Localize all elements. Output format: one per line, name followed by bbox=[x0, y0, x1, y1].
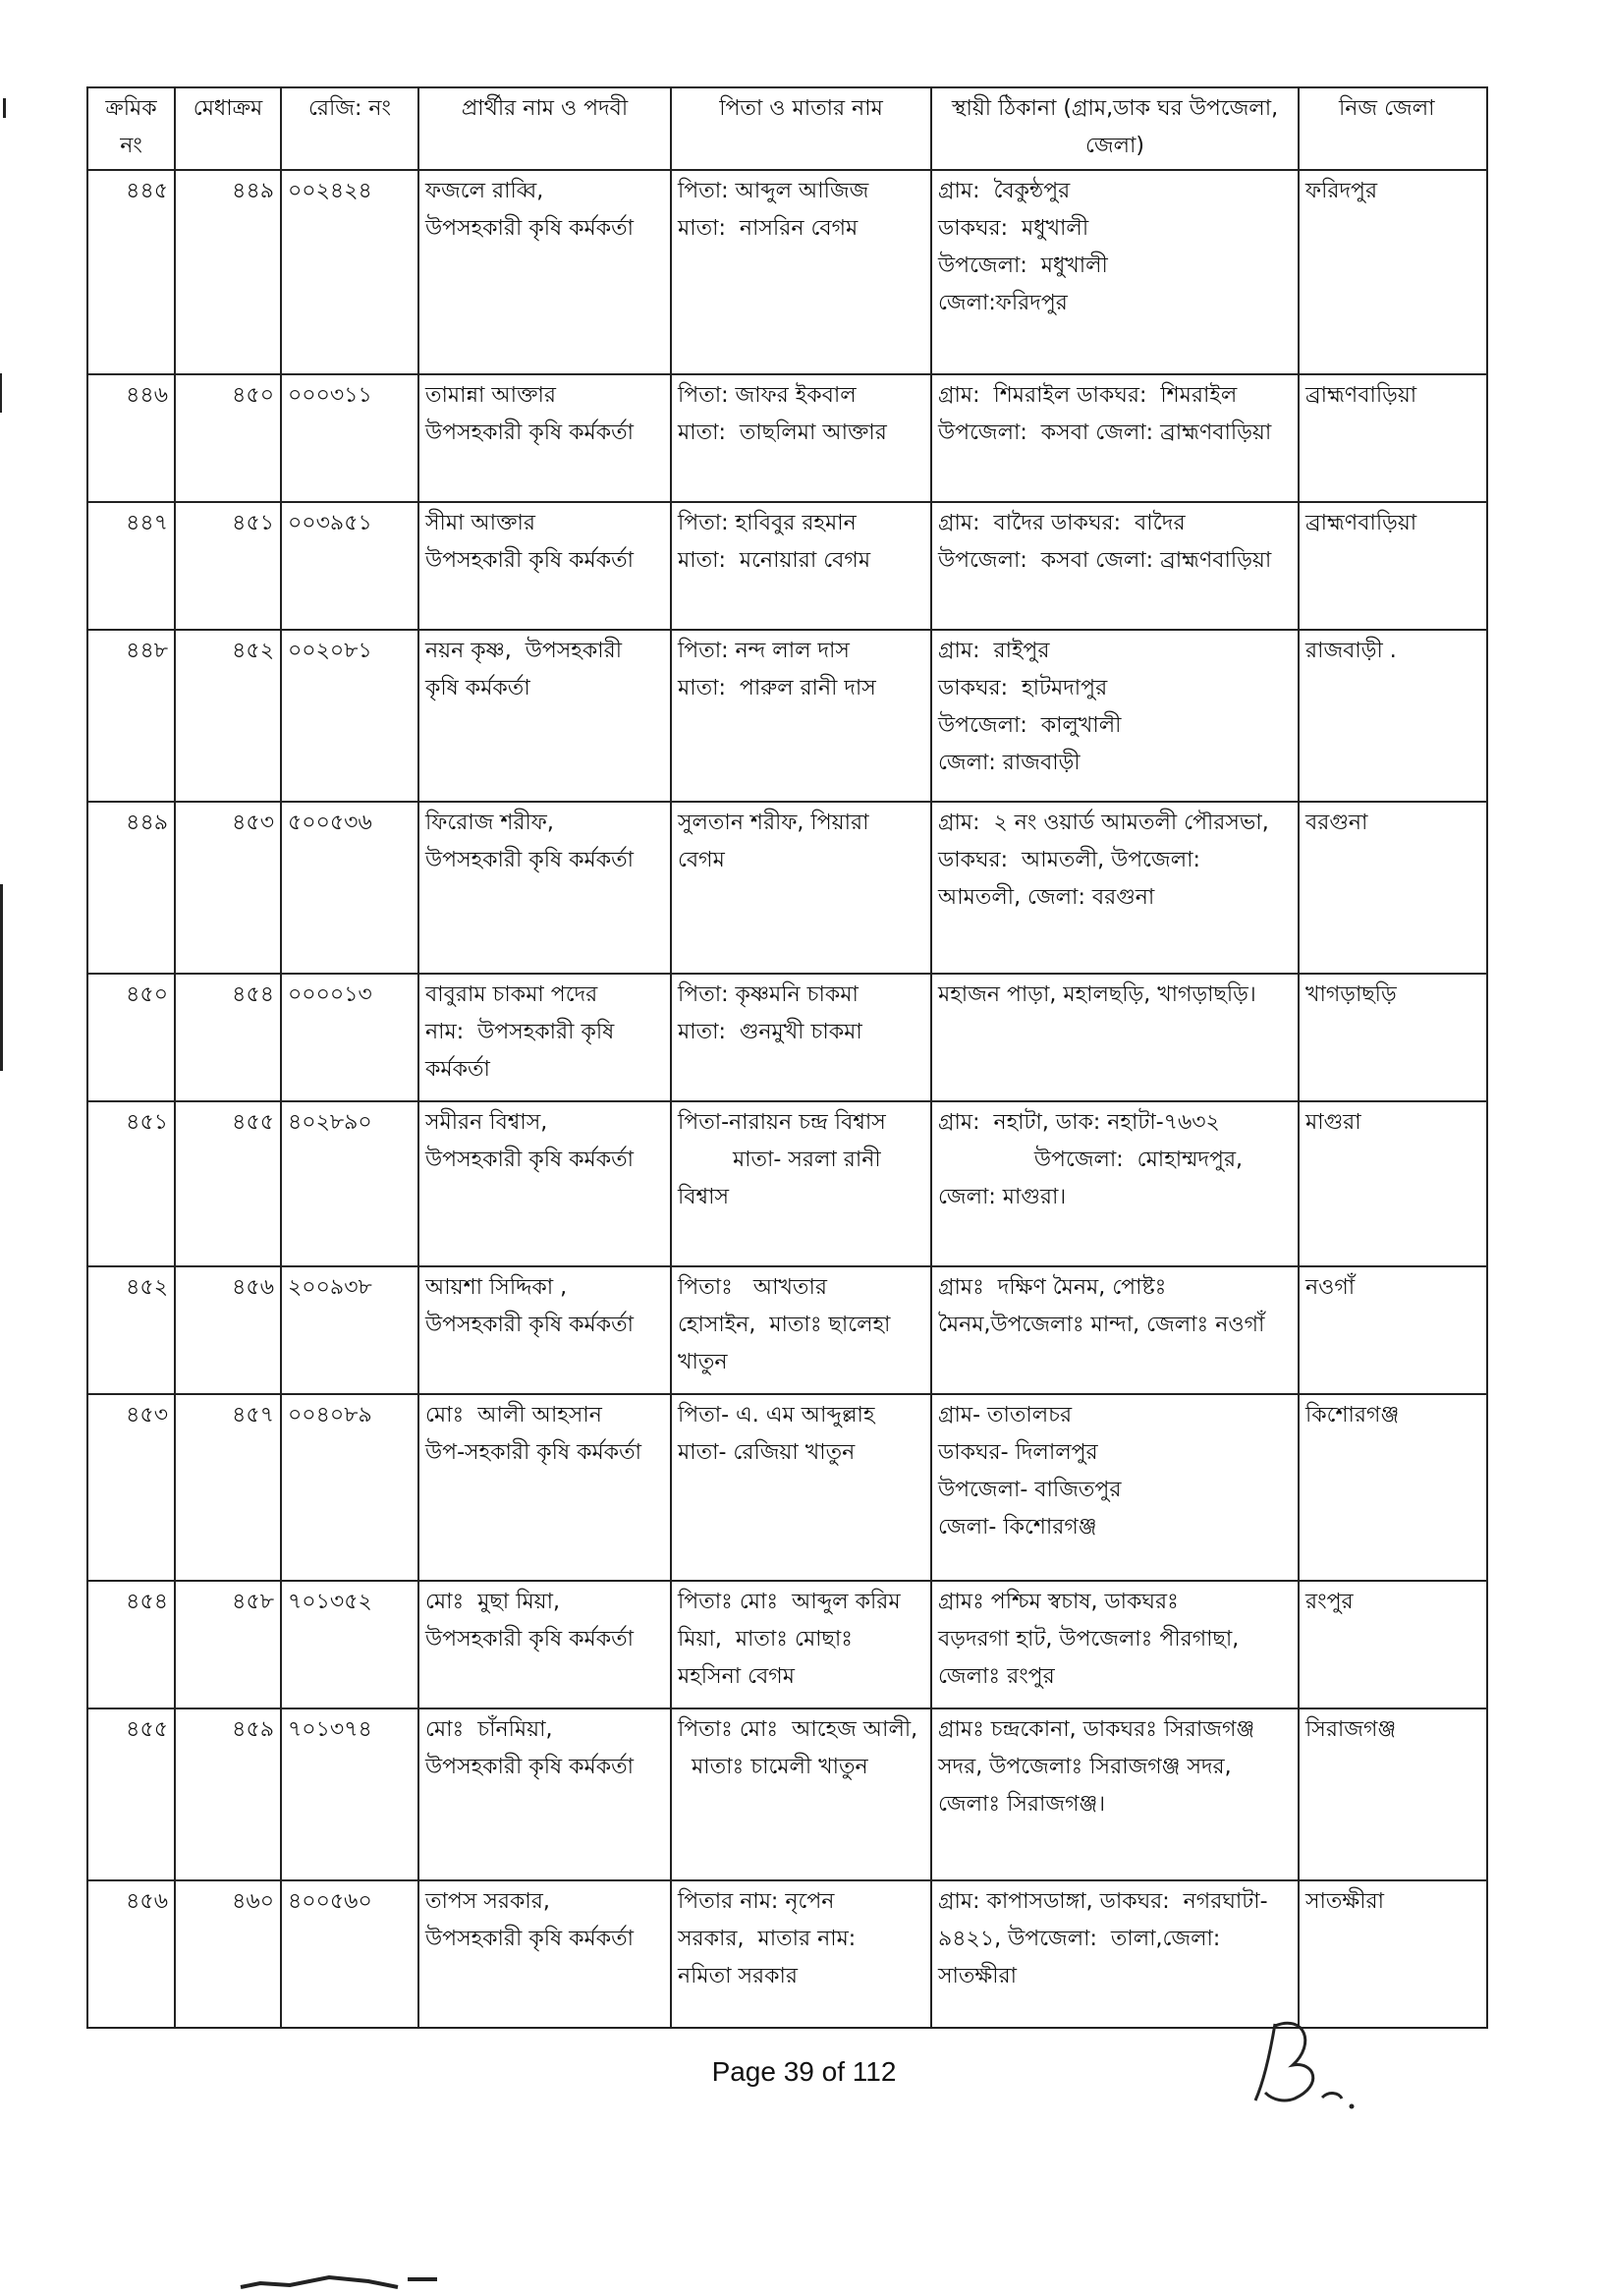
cell-merit: ৪৫৭ bbox=[175, 1394, 281, 1581]
cell-parents bbox=[671, 1880, 931, 2028]
cell-address-line: মৈনম,উপজেলাঃ মান্দা, জেলাঃ নওগাঁ bbox=[938, 1313, 1265, 1337]
cell-address-line: গ্রাম: বাদৈর ডাকঘর: বাদৈর bbox=[938, 511, 1186, 535]
cell-reg: ৭০১৩৭৪ bbox=[281, 1708, 418, 1880]
table-row bbox=[87, 170, 1487, 374]
margin-mark bbox=[3, 98, 6, 118]
cell-merit: ৪৫৮ bbox=[175, 1581, 281, 1708]
cell-district: ব্রাহ্মণবাড়িয়া bbox=[1299, 502, 1487, 630]
cell-name-line: মোঃ চাঁনমিয়া, bbox=[425, 1717, 553, 1742]
cell-address-line: উপজেলা: মোহাম্মদপুর, bbox=[938, 1148, 1244, 1172]
cell-name bbox=[418, 1581, 671, 1708]
cell-name bbox=[418, 1880, 671, 2028]
cell-reg: ৭০১৩৫২ bbox=[281, 1581, 418, 1708]
cell-address-line: ডাকঘর: হাটমদাপুর bbox=[938, 676, 1108, 700]
cell-address-line: জেলাঃ রংপুর bbox=[938, 1664, 1055, 1689]
cell-parents bbox=[671, 630, 931, 802]
cell-parents-line: পিতা: হাবিবুর রহমান bbox=[678, 511, 857, 535]
cell-address bbox=[931, 170, 1299, 374]
cell-parents-line: পিতা: আব্দুল আজিজ bbox=[678, 179, 869, 203]
cell-name-line: উপ-সহকারী কৃষি কর্মকর্তা bbox=[425, 1440, 641, 1465]
cell-address-line: গ্রাম: শিমরাইল ডাকঘর: শিমরাইল bbox=[938, 383, 1238, 408]
cell-address bbox=[931, 374, 1299, 502]
cell-address bbox=[931, 1101, 1299, 1266]
cell-reg: ৪০০৫৬০ bbox=[281, 1880, 418, 2028]
cell-name bbox=[418, 1101, 671, 1266]
header-address: স্থায়ী ঠিকানা (গ্রাম,ডাক ঘর উপজেলা, জেলা) bbox=[931, 87, 1299, 170]
cell-reg: ০০২০৮১ bbox=[281, 630, 418, 802]
cell-address-line: ডাকঘর: মধুখালী bbox=[938, 216, 1089, 241]
cell-address-line: জেলা: রাজবাড়ী bbox=[938, 751, 1081, 775]
cell-parents bbox=[671, 802, 931, 974]
cell-parents bbox=[671, 974, 931, 1101]
cell-parents bbox=[671, 1394, 931, 1581]
cell-parents-line: বিশ্বাস bbox=[678, 1185, 730, 1209]
cell-name-line: কর্মকর্তা bbox=[425, 1057, 490, 1082]
cell-address-line: উপজেলা: কালুখালী bbox=[938, 713, 1122, 738]
cell-reg: ০০০৩১১ bbox=[281, 374, 418, 502]
cell-parents-line: মাতা: নাসরিন বেগম bbox=[678, 216, 859, 241]
cell-reg: ০০৩৯৫১ bbox=[281, 502, 418, 630]
cell-parents bbox=[671, 1266, 931, 1394]
cell-address-line: ৯৪২১, উপজেলা: তালা,জেলা: bbox=[938, 1927, 1221, 1951]
cell-parents-line: মাতা- সরলা রানী bbox=[678, 1148, 881, 1172]
header-reg: রেজি: নং bbox=[281, 87, 418, 170]
cell-name bbox=[418, 974, 671, 1101]
table-body bbox=[87, 170, 1487, 2028]
cell-parents-line: নমিতা সরকার bbox=[678, 1964, 799, 1988]
header-name: প্রার্থীর নাম ও পদবী bbox=[418, 87, 671, 170]
cell-parents-line: সরকার, মাতার নাম: bbox=[678, 1927, 857, 1951]
table-row bbox=[87, 974, 1487, 1101]
cell-address bbox=[931, 1708, 1299, 1880]
table-row bbox=[87, 1581, 1487, 1708]
cell-parents-line: পিতা: নন্দ লাল দাস bbox=[678, 639, 850, 663]
cell-district: সাতক্ষীরা bbox=[1299, 1880, 1487, 2028]
cell-address-line: গ্রাম: বৈকুন্ঠপুর bbox=[938, 179, 1071, 203]
cell-serial: ৪৫১ bbox=[87, 1101, 175, 1266]
cell-address bbox=[931, 630, 1299, 802]
header-merit: মেধাক্রম bbox=[175, 87, 281, 170]
cell-district: সিরাজগঞ্জ bbox=[1299, 1708, 1487, 1880]
cell-name-line: উপসহকারী কৃষি কর্মকর্তা bbox=[425, 1148, 635, 1172]
cell-reg: ০০০০১৩ bbox=[281, 974, 418, 1101]
cell-name bbox=[418, 1266, 671, 1394]
table-row bbox=[87, 1708, 1487, 1880]
cell-address-line: বড়দরগা হাট, উপজেলাঃ পীরগাছা, bbox=[938, 1627, 1240, 1652]
cell-parents bbox=[671, 1101, 931, 1266]
cell-address-line: আমতলী, জেলা: বরগুনা bbox=[938, 885, 1155, 910]
cell-address-line: গ্রাম: নহাটা, ডাক: নহাটা-৭৬৩২ bbox=[938, 1110, 1220, 1135]
cell-name bbox=[418, 1708, 671, 1880]
cell-parents bbox=[671, 374, 931, 502]
cell-address bbox=[931, 1581, 1299, 1708]
cell-address-line: গ্রামঃ পশ্চিম স্বচাষ, ডাকঘরঃ bbox=[938, 1590, 1179, 1614]
cell-name bbox=[418, 170, 671, 374]
cell-parents-line: হোসাইন, মাতাঃ ছালেহা bbox=[678, 1313, 891, 1337]
cell-district: কিশোরগঞ্জ bbox=[1299, 1394, 1487, 1581]
cell-merit: ৪৫৩ bbox=[175, 802, 281, 974]
cell-address-line: গ্রাম: ২ নং ওয়ার্ড আমতলী পৌরসভা, bbox=[938, 811, 1269, 835]
cell-address bbox=[931, 1880, 1299, 2028]
cell-name-line: সমীরন বিশ্বাস, bbox=[425, 1110, 548, 1135]
cell-serial: ৪৪৫ bbox=[87, 170, 175, 374]
cell-name-line: উপসহকারী কৃষি কর্মকর্তা bbox=[425, 1927, 635, 1951]
cell-merit: ৪৫০ bbox=[175, 374, 281, 502]
cell-name-line: উপসহকারী কৃষি কর্মকর্তা bbox=[425, 1313, 635, 1337]
cell-name-line: উপসহকারী কৃষি কর্মকর্তা bbox=[425, 216, 635, 241]
cell-district: রাজবাড়ী . bbox=[1299, 630, 1487, 802]
cell-district: বরগুনা bbox=[1299, 802, 1487, 974]
cell-name bbox=[418, 374, 671, 502]
cell-serial: ৪৫৪ bbox=[87, 1581, 175, 1708]
cell-merit: ৪৫৯ bbox=[175, 1708, 281, 1880]
cell-address bbox=[931, 1394, 1299, 1581]
cell-serial: ৪৪৮ bbox=[87, 630, 175, 802]
table-row bbox=[87, 630, 1487, 802]
cell-name-line: মোঃ মুছা মিয়া, bbox=[425, 1590, 560, 1614]
cell-address bbox=[931, 1266, 1299, 1394]
cell-parents-line: খাতুন bbox=[678, 1350, 728, 1374]
table-row bbox=[87, 374, 1487, 502]
cell-merit: ৪৫৫ bbox=[175, 1101, 281, 1266]
cell-parents-line: মাতাঃ চামেলী খাতুন bbox=[678, 1755, 868, 1779]
cell-parents bbox=[671, 1708, 931, 1880]
cell-address bbox=[931, 802, 1299, 974]
cell-parents-line: পিতাঃ মোঃ আব্দুল করিম bbox=[678, 1590, 901, 1614]
table-row bbox=[87, 802, 1487, 974]
cell-parents-line: পিতা: কৃষ্ণমনি চাকমা bbox=[678, 982, 859, 1007]
cell-parents-line: বেগম bbox=[678, 848, 725, 872]
cell-name-line: উপসহকারী কৃষি কর্মকর্তা bbox=[425, 1627, 635, 1652]
cell-name-line: উপসহকারী কৃষি কর্মকর্তা bbox=[425, 420, 635, 445]
header-parents: পিতা ও মাতার নাম bbox=[671, 87, 931, 170]
cell-name bbox=[418, 630, 671, 802]
candidate-table-container bbox=[86, 86, 1486, 2029]
cell-address-line: গ্রাম- তাতালচর bbox=[938, 1403, 1073, 1428]
cell-parents bbox=[671, 502, 931, 630]
cell-parents-line: মাতা: পারুল রানী দাস bbox=[678, 676, 876, 700]
cell-address-line: গ্রাম: রাইপুর bbox=[938, 639, 1050, 663]
table-row bbox=[87, 1266, 1487, 1394]
cell-serial: ৪৫২ bbox=[87, 1266, 175, 1394]
cell-address-line: ডাকঘর: আমতলী, উপজেলা: bbox=[938, 848, 1200, 872]
cell-parents-line: পিতা- এ. এম আব্দুল্লাহ bbox=[678, 1403, 875, 1428]
cell-parents-line: মাতা: মনোয়ারা বেগম bbox=[678, 548, 871, 573]
table-row bbox=[87, 502, 1487, 630]
cell-parents-line: সুলতান শরীফ, পিয়ারা bbox=[678, 811, 869, 835]
cell-name-line: উপসহকারী কৃষি কর্মকর্তা bbox=[425, 548, 635, 573]
cell-address-line: সাতক্ষীরা bbox=[938, 1964, 1018, 1988]
cell-name-line: উপসহকারী কৃষি কর্মকর্তা bbox=[425, 848, 635, 872]
margin-mark bbox=[0, 884, 3, 1071]
cell-address-line: মহাজন পাড়া, মহালছড়ি, খাগড়াছড়ি। bbox=[938, 982, 1256, 1007]
cell-merit: ৪৫৪ bbox=[175, 974, 281, 1101]
cell-name-line: তাপস সরকার, bbox=[425, 1889, 550, 1914]
header-row bbox=[87, 87, 1487, 170]
cell-district: খাগড়াছড়ি bbox=[1299, 974, 1487, 1101]
cell-serial: ৪৪৯ bbox=[87, 802, 175, 974]
cell-name-line: সীমা আক্তার bbox=[425, 511, 535, 535]
cell-name bbox=[418, 502, 671, 630]
cell-parents-line: মাতা: গুনমুখী চাকমা bbox=[678, 1020, 862, 1044]
cell-reg: ৪০২৮৯০ bbox=[281, 1101, 418, 1266]
cell-name-line: আয়শা সিদ্দিকা , bbox=[425, 1275, 568, 1300]
cell-parents bbox=[671, 170, 931, 374]
cell-merit: ৪৪৯ bbox=[175, 170, 281, 374]
cell-parents-line: পিতাঃ আখতার bbox=[678, 1275, 827, 1300]
cell-name bbox=[418, 802, 671, 974]
cell-address-line: জেলা: মাগুরা। bbox=[938, 1185, 1067, 1209]
cell-name-line: তামান্না আক্তার bbox=[425, 383, 556, 408]
cell-merit: ৪৫২ bbox=[175, 630, 281, 802]
cell-address-line: উপজেলা: কসবা জেলা: ব্রাহ্মণবাড়িয়া bbox=[938, 548, 1272, 573]
cell-address-line: উপজেলা: কসবা জেলা: ব্রাহ্মণবাড়িয়া bbox=[938, 420, 1272, 445]
bottom-stamp-mark bbox=[231, 2268, 506, 2295]
cell-serial: ৪৫৫ bbox=[87, 1708, 175, 1880]
cell-district: নওগাঁ bbox=[1299, 1266, 1487, 1394]
cell-reg: ৫০০৫৩৬ bbox=[281, 802, 418, 974]
cell-parents-line: মিয়া, মাতাঃ মোছাঃ bbox=[678, 1627, 853, 1652]
cell-district: রংপুর bbox=[1299, 1581, 1487, 1708]
cell-parents-line: মাতা: তাছলিমা আক্তার bbox=[678, 420, 887, 445]
cell-name-line: মোঃ আলী আহসান bbox=[425, 1403, 602, 1428]
cell-merit: ৪৫১ bbox=[175, 502, 281, 630]
signature-mark bbox=[1246, 2004, 1363, 2112]
cell-address bbox=[931, 502, 1299, 630]
header-serial: ক্রমিক নং bbox=[87, 87, 175, 170]
cell-reg: ০০২৪২৪ bbox=[281, 170, 418, 374]
cell-serial: ৪৪৭ bbox=[87, 502, 175, 630]
cell-district: ব্রাহ্মণবাড়িয়া bbox=[1299, 374, 1487, 502]
cell-parents-line: মহসিনা বেগম bbox=[678, 1664, 795, 1689]
cell-name-line: ফজলে রাব্বি, bbox=[425, 179, 544, 203]
cell-name-line: বাবুরাম চাকমা পদের bbox=[425, 982, 598, 1007]
cell-address-line: উপজেলা- বাজিতপুর bbox=[938, 1478, 1122, 1502]
cell-address-line: জেলা- কিশোরগঞ্জ bbox=[938, 1515, 1097, 1540]
table-row bbox=[87, 1394, 1487, 1581]
cell-district: ফরিদপুর bbox=[1299, 170, 1487, 374]
cell-address-line: গ্রামঃ চন্দ্রকোনা, ডাকঘরঃ সিরাজগঞ্জ bbox=[938, 1717, 1255, 1742]
cell-serial: ৪৫৩ bbox=[87, 1394, 175, 1581]
cell-reg: ০০৪০৮৯ bbox=[281, 1394, 418, 1581]
cell-district: মাগুরা bbox=[1299, 1101, 1487, 1266]
cell-name-line: কৃষি কর্মকর্তা bbox=[425, 676, 530, 700]
cell-name-line: ফিরোজ শরীফ, bbox=[425, 811, 554, 835]
cell-merit: ৪৬০ bbox=[175, 1880, 281, 2028]
cell-reg: ২০০৯৩৮ bbox=[281, 1266, 418, 1394]
cell-parents-line: পিতার নাম: নৃপেন bbox=[678, 1889, 835, 1914]
cell-name-line: নাম: উপসহকারী কৃষি bbox=[425, 1020, 615, 1044]
cell-address bbox=[931, 974, 1299, 1101]
cell-name-line: উপসহকারী কৃষি কর্মকর্তা bbox=[425, 1755, 635, 1779]
cell-address-line: জেলা:ফরিদপুর bbox=[938, 291, 1068, 315]
cell-serial: ৪৫৬ bbox=[87, 1880, 175, 2028]
margin-mark bbox=[0, 373, 2, 413]
cell-parents-line: পিতাঃ মোঃ আহেজ আলী, bbox=[678, 1717, 918, 1742]
cell-address-line: উপজেলা: মধুখালী bbox=[938, 253, 1108, 278]
cell-address-line: গ্রামঃ দক্ষিণ মৈনম, পোষ্টঃ bbox=[938, 1275, 1167, 1300]
cell-serial: ৪৫০ bbox=[87, 974, 175, 1101]
candidate-table bbox=[86, 86, 1488, 2029]
cell-address-line: গ্রাম: কাপাসডাঙ্গা, ডাকঘর: নগরঘাটা- bbox=[938, 1889, 1268, 1914]
page-number: Page 39 of 112 bbox=[711, 2056, 897, 2087]
cell-parents-line: পিতা-নারায়ন চন্দ্র বিশ্বাস bbox=[678, 1110, 886, 1135]
table-row bbox=[87, 1101, 1487, 1266]
cell-name bbox=[418, 1394, 671, 1581]
cell-serial: ৪৪৬ bbox=[87, 374, 175, 502]
header-district: নিজ জেলা bbox=[1299, 87, 1487, 170]
cell-address-line: ডাকঘর- দিলালপুর bbox=[938, 1440, 1098, 1465]
cell-address-line: জেলাঃ সিরাজগঞ্জ। bbox=[938, 1792, 1106, 1817]
cell-name-line: নয়ন কৃষ্ণ, উপসহকারী bbox=[425, 639, 623, 663]
cell-merit: ৪৫৬ bbox=[175, 1266, 281, 1394]
cell-parents-line: মাতা- রেজিয়া খাতুন bbox=[678, 1440, 856, 1465]
cell-address-line: সদর, উপজেলাঃ সিরাজগঞ্জ সদর, bbox=[938, 1755, 1232, 1779]
cell-parents bbox=[671, 1581, 931, 1708]
cell-parents-line: পিতা: জাফর ইকবাল bbox=[678, 383, 857, 408]
